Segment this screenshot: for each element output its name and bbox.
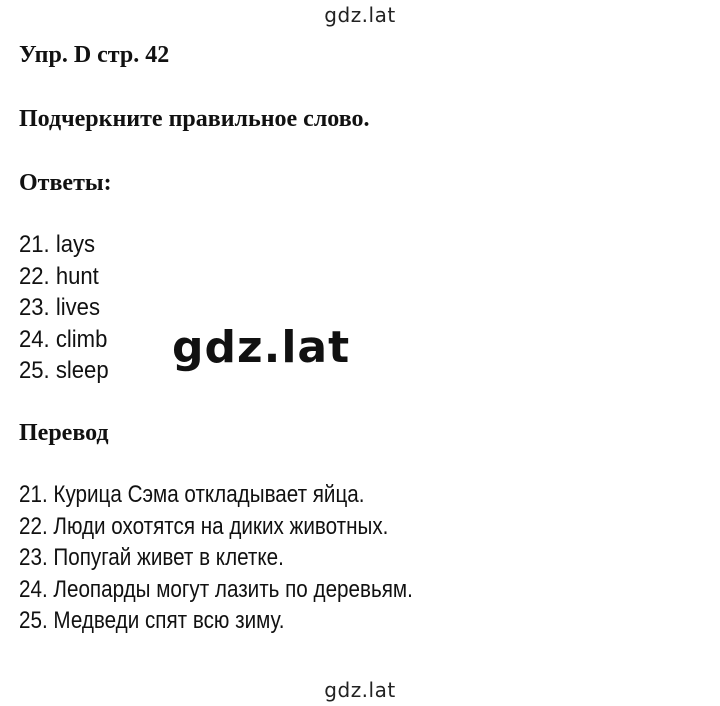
translation-item: 22. Люди охотятся на диких животных. [19,512,389,540]
translation-item: 24. Леопарды могут лазить по деревьям. [19,575,413,603]
answer-item: 24. climb [19,325,108,353]
answer-item: 25. sleep [19,357,109,384]
watermark-center: gdz.lat [172,322,351,373]
translation-item: 23. Попугай живет в клетке. [19,544,284,571]
translation-heading: Перевод [19,420,109,446]
translations-list [19,479,477,637]
answers-list [19,229,116,387]
watermark-bottom: gdz.lat [324,678,396,702]
translation-item: 21. Курица Сэма откладывает яйца. [19,481,365,508]
answer-item: 21. lays [19,231,96,258]
exercise-title: Упр. D стр. 42 [19,42,170,68]
watermark-top: gdz.lat [324,3,396,27]
task-instruction: Подчеркните правильное слово. [19,106,370,132]
translation-item: 25. Медведи спят всю зиму. [19,607,285,634]
answer-item: 22. hunt [19,262,99,290]
answer-item: 23. lives [19,294,101,321]
answers-heading: Ответы: [19,170,112,196]
